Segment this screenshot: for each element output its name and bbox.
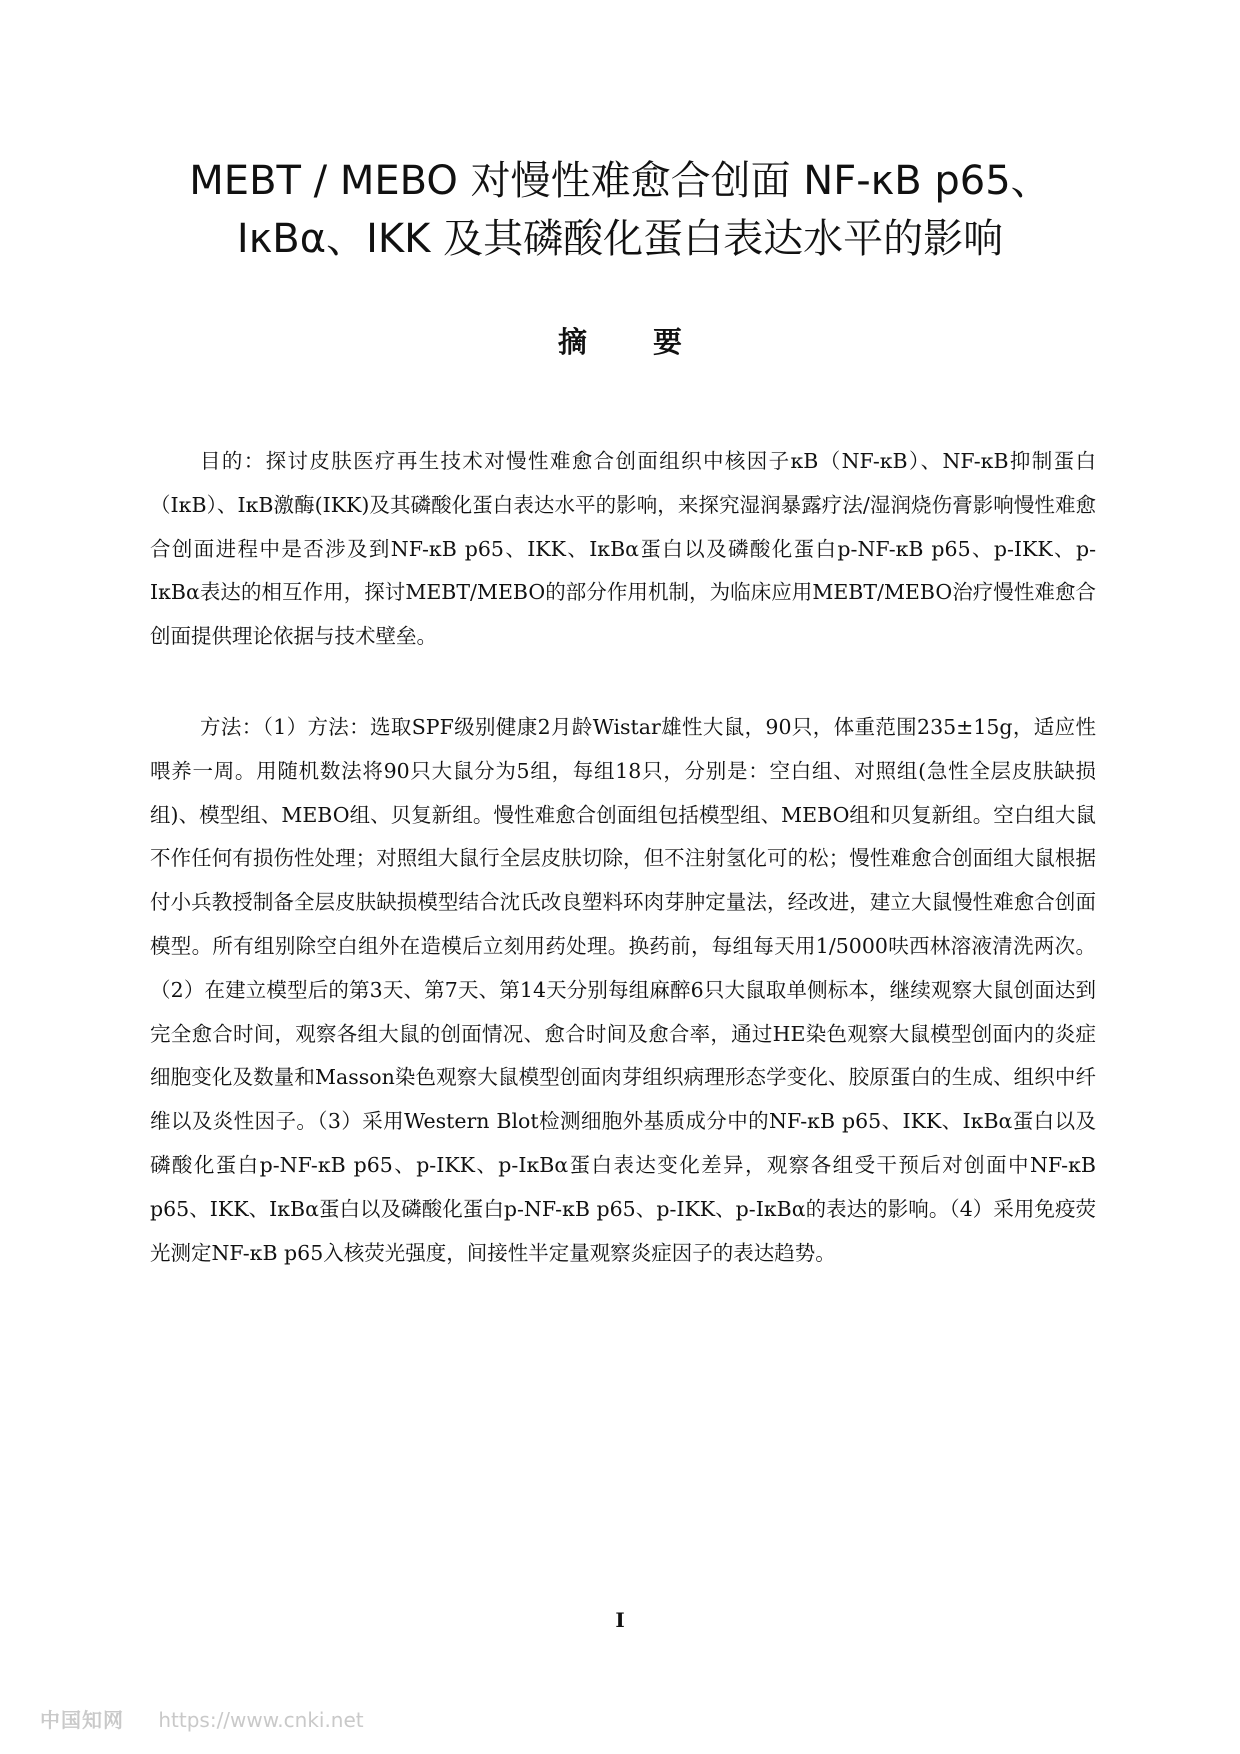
- abstract-method-paragraph: 方法：（1）方法：选取SPF级别健康2月龄Wistar雄性大鼠，90只，体重范围235±15g，适应性喂养一周。用随机数法将90只大鼠分为5组，每组18只，分别是：空白组、对照组(急性全层皮肤缺损组)、模型组、MEBO组、贝复新组。慢性难愈合创面组包括模型组、MEBO组和贝复新组。空白组大鼠不作任何有损伤性处理；对照组大鼠行全层皮肤切除，但不注射氢化可的松；慢性难愈合创面组大鼠根据付小兵教授制备全层皮肤缺损模型结合沈氏改良塑料环肉芽肿定量法，经改进，建立大鼠慢性难愈合创面模型。所有组别除空白组外在造模后立刻用药处理。换药前，每组每天用1/5000呋西林溶液清洗两次。（2）在建立模型后的第3天、第7天、第14天分别每组麻醉6只大鼠取单侧标本，继续观察大鼠创面达到完全愈合时间，观察各组大鼠的创面情况、愈合时间及愈合率，通过HE染色观察大鼠模型创面内的炎症细胞变化及数量和Masson染色观察大鼠模型创面肉芽组织病理形态学变化、胶原蛋白的生成、组织中纤维以及炎性因子。（3）采用Western Blot检测细胞外基质成分中的NF-κB p65、IKK、IκBα蛋白以及磷酸化蛋白p-NF-κB p65、p-IKK、p-IκBα蛋白表达变化差异，观察各组受干预后对创面中NF-κB p65、IKK、IκBα蛋白以及磷酸化蛋白p-NF-κB p65、p-IKK、p-IκBα的表达的影响。（4）采用免疫荧光测定NF-κB p65入核荧光强度，间接性半定量观察炎症因子的表达趋势。: [150, 715, 1096, 1265]
- abstract-heading: 摘 要: [557, 325, 711, 359]
- abstract-purpose-paragraph: 目的：探讨皮肤医疗再生技术对慢性难愈合创面组织中核因子κB（NF-κB）、NF-κB抑制蛋白（IκB）、IκB激酶(IKK)及其磷酸化蛋白表达水平的影响，来探究湿润暴露疗法/湿润烧伤膏影响慢性难愈合创面进程中是否涉及到NF-κB p65、IKK、IκBα蛋白以及磷酸化蛋白p-NF-κB p65、p-IKK、p-IκBα表达的相互作用，探讨MEBT/MEBO的部分作用机制，为临床应用MEBT/MEBO治疗慢性难愈合创面提供理论依据与技术壁垒。: [150, 449, 1096, 649]
- paper-title-line-2: IκBα、IKK 及其磷酸化蛋白表达水平的影响: [236, 216, 1004, 262]
- cnki-watermark-url: https://www.cnki.net: [158, 1708, 364, 1732]
- cnki-watermark: [40, 1704, 364, 1733]
- paper-title: [100, 152, 1140, 268]
- page-number: I: [615, 1608, 625, 1632]
- cnki-watermark-logo: 中国知网: [40, 1708, 124, 1732]
- paper-title-line-1: MEBT / MEBO 对慢性难愈合创面 NF-κB p65、: [189, 158, 1051, 204]
